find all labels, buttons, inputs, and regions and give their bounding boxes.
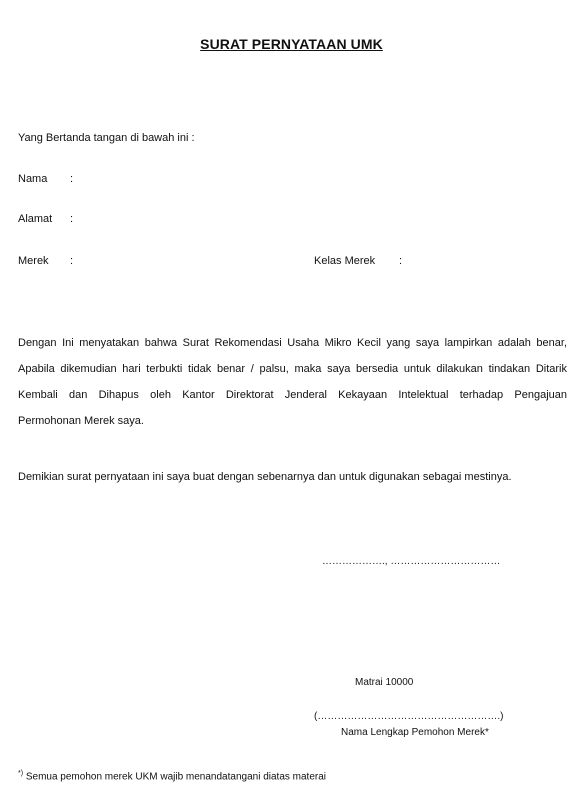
stamp-duty-label: Matrai 10000 (355, 677, 414, 688)
intro-text: Yang Bertanda tangan di bawah ini : (18, 132, 195, 144)
field-kelas-merek-colon: : (399, 255, 403, 267)
field-nama-colon: : (70, 173, 74, 185)
footnote-mark: *) (18, 770, 24, 777)
statement-line: Kembali dan Dihapus oleh Kantor Direktorat Jenderal Kekayaan Intelektual terhadap Pengajuan (18, 389, 567, 401)
field-merek-colon: : (70, 255, 74, 267)
signature-line: (……………………………………………….) (314, 711, 504, 722)
field-nama-label: Nama (18, 173, 48, 185)
field-kelas-merek-label: Kelas Merek (314, 255, 376, 267)
signature-name-label: Nama Lengkap Pemohon Merek* (341, 727, 489, 738)
field-alamat (18, 213, 74, 225)
footnote (18, 770, 326, 782)
footnote-text: Semua pemohon merek UKM wajib menandatangani diatas materai (23, 771, 327, 783)
field-nama (18, 173, 74, 185)
place-date-placeholder: ………………., …………………………… (322, 556, 501, 567)
field-alamat-colon: : (70, 213, 74, 225)
statement-paragraph (18, 330, 567, 434)
field-kelas-merek (314, 255, 403, 267)
field-alamat-label: Alamat (18, 213, 53, 225)
document-title: SURAT PERNYATAAN UMK (200, 36, 383, 52)
statement-line: Apabila dikemudian hari terbukti tidak benar / palsu, maka saya bersedia untuk dilakukan tindakan Ditarik (18, 363, 567, 375)
field-merek-label: Merek (18, 255, 49, 267)
closing-paragraph: Demikian surat pernyataan ini saya buat dengan sebenarnya dan untuk digunakan sebagai mestinya. (18, 471, 512, 483)
field-merek (18, 255, 74, 267)
statement-line: Permohonan Merek saya. (18, 415, 144, 427)
statement-line: Dengan Ini menyatakan bahwa Surat Rekomendasi Usaha Mikro Kecil yang saya lampirkan adalah benar, (18, 337, 567, 349)
